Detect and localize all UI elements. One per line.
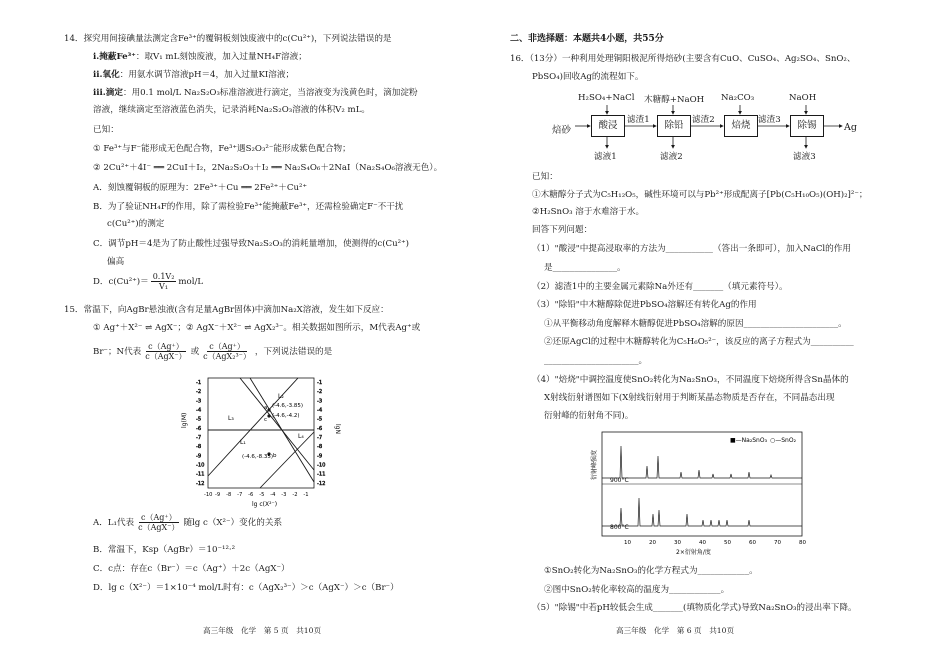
q16-stem-cont: PbSO₄)回收Ag的流程如下。: [532, 72, 644, 82]
graph-ytick-left: -3: [196, 398, 202, 405]
step-acid-leach: 酸浸: [591, 115, 625, 137]
q14-known: 已知：: [93, 125, 119, 135]
filtrate-1: 滤液1: [594, 152, 617, 162]
q16-stem: 16．（13分）一种利用处理铜阳极泥所得焙砂(主要含有CuO、CuSO₄、Ag₂SO₄、SnO₂、: [510, 54, 856, 64]
fraction: $\frac{\text{0.1V₂}}{\text{V₁}}$: [152, 272, 175, 291]
q14-option-c: C．调节pH＝4是为了防止酸性过强导致Na₂S₂O₃的消耗量增加，使测得的c(Cu²⁺): [93, 239, 409, 249]
q14-option-b-cont: c(Cu²⁺)的测定: [107, 219, 165, 229]
graph-lbl-b: b: [273, 453, 277, 459]
q14-option-c-cont: 偏高: [107, 257, 125, 267]
q16-part-2: （2）滤渣1中的主要金属元素除Na外还有_______（填元素符号）。: [532, 282, 788, 292]
q16-part-4-2: ②图中SnO₂转化率较高的温度为____________。: [544, 585, 730, 595]
graph-lbl-c: c: [264, 417, 268, 423]
q16-part-3: （3）"除铅"中木糖醇除促进PbSO₄溶解还有转化Ag的作用: [532, 300, 757, 310]
graph-ytick-right: -8: [317, 444, 323, 451]
graph-ytick-left: -4: [196, 407, 202, 414]
graph-ytick-left: -6: [196, 425, 202, 432]
xrd-legend-1: ■—Na₂SnO₃: [730, 437, 767, 444]
graph-xtick: -1: [303, 492, 309, 498]
q16-part-3-2-cont: ______________________。: [544, 356, 648, 366]
graph-xtick: -3: [281, 492, 287, 498]
graph-ytick-right: -5: [317, 416, 323, 423]
q16-part-4-1: ①SnO₂转化为Na₂SnO₃的化学方程式为____________。: [544, 566, 758, 576]
graph-lbl-l4: L₄: [298, 433, 304, 440]
filtrate-3: 滤液3: [793, 152, 816, 162]
footer-left: 高三年级 化学 第 5 页 共10页: [203, 626, 322, 635]
graph-ylabel: lg(M): [181, 412, 188, 428]
q15-equations: ① Ag⁺＋X²⁻ ⇌ AgX⁻；② AgX⁻＋X²⁻ ⇌ AgX₂³⁻。相关数据如图所示，M代表Ag⁺或: [93, 323, 421, 333]
q15-n-definition: Br⁻；N代表 $\frac{c(Ag^+)}{\text{c（AgX⁻）}}$ 或 $\frac{c(Ag^+)}{\text{c（AgX₂³⁻）}}$ ，下列说法错误的是: [93, 342, 333, 361]
graph-line-l3: [208, 378, 298, 476]
xrd-xtick: 40: [699, 540, 706, 546]
residue-3: 滤渣3: [758, 115, 781, 125]
graph-ytick-left: -9: [196, 453, 202, 460]
graph-ytick-right: -12: [317, 480, 326, 487]
q15-option-c: C．c点：存在c（Br⁻）＝c（Ag⁺）＋2c（AgX⁻）: [93, 564, 290, 574]
right-page: [478, 0, 950, 672]
q14-step-2: ii.氧化：用氨水调节溶液pH＝4，加入过量KI溶液；: [93, 70, 295, 80]
filtrate-2: 滤液2: [660, 152, 683, 162]
graph-ytick-right: -9: [317, 453, 323, 460]
reagent-1: H₂SO₄+NaCl: [578, 93, 635, 103]
section-heading: 二、非选择题：本题共4小题，共55分: [510, 34, 664, 44]
graph-ytick-left: -8: [196, 444, 202, 451]
xrd-xlabel: 2×衍射角/度: [676, 549, 711, 556]
graph-point-a: [267, 408, 270, 411]
q14-step-1: i.掩蔽Fe³⁺：取V₁ mL刻蚀废液，加入过量NH₄F溶液；: [93, 52, 307, 62]
graph-ytick-left: -2: [196, 389, 202, 396]
xrd-xtick: 60: [749, 540, 756, 546]
graph-xlabel: lg c(X²⁻): [252, 501, 278, 508]
graph-point-c: [267, 414, 270, 417]
step-roast: 焙烧: [724, 115, 758, 137]
q15-option-a: A．L₁代表 $\frac{c(Ag^+)}{\text{c（AgX⁻）}}$ 随lg c（X²⁻）变化的关系: [93, 513, 283, 532]
reagent-3: Na₂CO₃: [721, 93, 755, 103]
q15-option-d: D．lg c（X²⁻）＝1×10⁻⁴ mol/L时有：c（AgX₂³⁻）＞c（AgX⁻）＞c（Br⁻）: [93, 583, 399, 593]
q14-step-3-cont: 溶液，继续滴定至溶液蓝色消失，记录消耗Na₂S₂O₃溶液的体积V₂ mL。: [93, 105, 370, 115]
graph-xtick: -9: [215, 492, 221, 498]
q16-part-3-1: ①从平衡移动角度解释木糖醇促进PbSO₄溶解的原因______________________。: [544, 319, 847, 329]
graph-label-c-coord: (-4.6,-4.2): [272, 413, 300, 419]
xrd-trace-800: [602, 498, 802, 526]
xrd-ylabel: 衍射峰强度: [591, 449, 598, 480]
graph-ytick-right: -1: [317, 380, 323, 386]
xrd-xtick: 50: [724, 540, 731, 546]
q14-known-1: ① Fe³⁺与F⁻能形成无色配合物，Fe³⁺遇S₂O₃²⁻能形成紫色配合物；: [93, 144, 351, 154]
q16-part-4-cont: X射线衍射谱图如下(X射线衍射用于判断某晶态物质是否存在，不同晶态出现: [544, 393, 835, 403]
q14-option-b: B．为了验证NH₄F的作用，除了需检验Fe³⁺能掩蔽Fe³⁺，还需检验确定F⁻不干扰: [93, 202, 404, 212]
graph-xtick: -10: [204, 492, 213, 498]
xrd-xtick: 20: [649, 540, 656, 546]
xrd-label-800: 800°C: [610, 524, 629, 531]
graph-ytick-right: -2: [317, 389, 323, 396]
graph-lbl-a: a: [264, 405, 268, 411]
xrd-chart: [590, 428, 812, 556]
xrd-trace-900: [602, 446, 802, 478]
graph-xtick: -4: [270, 492, 276, 498]
graph-ytick-right: -7: [317, 435, 323, 441]
q16-part-4-cont2: 衍射峰的衍射角不同)。: [544, 411, 634, 421]
graph-ytick-left: -7: [196, 435, 202, 441]
residue-2: 滤渣2: [692, 115, 715, 125]
graph-lbl-l2: L₂: [278, 393, 284, 400]
graph-ytick-left: -1: [196, 380, 202, 386]
step-remove-lead: 除铅: [657, 115, 691, 137]
xrd-xtick: 30: [674, 540, 681, 546]
graph-label-a-coord: (-4.6,-3.85): [272, 403, 304, 409]
flow-start: 焙砂: [552, 125, 572, 136]
q16-part-1: （1）"酸浸"中提高浸取率的方法为___________（答出一条即可），加入NaCl的作用: [532, 244, 851, 254]
q15-graph: [180, 372, 340, 510]
graph-y2label: lgN: [334, 424, 341, 434]
q14-step-3: iii.滴定：用0.1 mol/L Na₂S₂O₃标准溶液进行滴定，当溶液变为浅黄色时，滴加淀粉: [93, 88, 418, 98]
q16-part-1-cont: 是_______________。: [544, 263, 626, 273]
q15-option-b: B．常温下，Ksp（AgBr）＝10⁻¹²·²: [93, 545, 236, 555]
xrd-legend-2: ○—SnO₂: [770, 437, 796, 444]
graph-ytick-right: -11: [317, 471, 326, 478]
reagent-2: 木糖醇+NaOH: [644, 95, 705, 105]
graph-ytick-left: -12: [196, 480, 205, 487]
graph-ytick-right: -3: [317, 398, 323, 405]
q16-part-4: （4）"焙烧"中调控温度使SnO₂转化为Na₂SnO₃，不同温度下焙烧所得含Sn晶体的: [532, 375, 849, 385]
graph-xtick: -7: [237, 492, 243, 498]
graph-ytick-left: -10: [196, 462, 205, 469]
graph-ytick-left: -5: [196, 416, 202, 423]
q16-known-1: ①木糖醇分子式为C₅H₁₂O₅，碱性环境可以与Pb²⁺形成配离子[Pb(C₅H₁₀O₅)(OH)₂]²⁻；: [532, 190, 868, 200]
flow-end: Ag: [844, 122, 857, 133]
flow-arrows: [478, 0, 950, 170]
xrd-xtick: 10: [624, 540, 631, 546]
q16-part-3-2: ②还原AgCl的过程中木糖醇转化为C₅H₆O₅²⁻，该反应的离子方程式为__________: [544, 337, 854, 347]
q14-stem: 14．探究用间接碘量法测定含Fe³⁺的覆铜板刻蚀废液中的c(Cu²⁺)，下列说法错误的是: [64, 34, 392, 44]
graph-xtick: -5: [259, 492, 265, 498]
graph-lbl-l1: L₁: [240, 439, 246, 446]
graph-lbl-l3: L₃: [228, 415, 234, 422]
xrd-xtick: 70: [774, 540, 781, 546]
q14-option-d: D．c(Cu²⁺)＝ $\frac{\text{0.1V₂}}{\text{V₁}}$ mol/L: [93, 272, 204, 291]
q14-known-2: ② 2Cu²⁺＋4I⁻ ══ 2CuI＋I₂，2Na₂S₂O₃＋I₂ ══ Na₂S₄O₆＋2NaI（Na₂S₄O₆溶液无色）。: [93, 163, 443, 173]
graph-ytick-right: -10: [317, 462, 326, 469]
q16-known: 已知：: [532, 172, 558, 182]
left-page: [0, 0, 470, 672]
q15-stem: 15．常温下，向AgBr悬浊液(含有足量AgBr固体)中滴加Na₂X溶液，发生如下反应：: [64, 305, 389, 315]
graph-xtick: -8: [226, 492, 232, 498]
step-remove-tin: 除锡: [790, 115, 824, 137]
graph-ytick-left: -11: [196, 471, 205, 478]
graph-ytick-right: -6: [317, 425, 323, 432]
graph-xtick: -6: [248, 492, 254, 498]
xrd-xtick: 80: [799, 540, 806, 546]
reagent-4: NaOH: [789, 93, 817, 103]
q16-part-5: （5）"除锡"中若pH较低会生成_______(填物质化学式)导致Na₂SnO₃的浸出率下降。: [532, 603, 857, 613]
graph-label-b-coord: (-4.6,-8.35): [242, 454, 274, 460]
q16-answer-prompt: 回答下列问题：: [532, 225, 593, 235]
graph-xtick: -2: [292, 492, 298, 498]
footer-right: 高三年级 化学 第 6 页 共10页: [616, 626, 735, 635]
q14-option-a: A．刻蚀覆铜板的原理为：2Fe³⁺＋Cu ══ 2Fe²⁺＋Cu²⁺: [93, 183, 307, 193]
q16-known-2: ②H₂SnO₃ 溶于水难溶于水。: [532, 207, 645, 217]
residue-1: 滤渣1: [627, 115, 650, 125]
graph-ytick-right: -4: [317, 407, 323, 414]
xrd-label-900: 900°C: [610, 477, 629, 484]
